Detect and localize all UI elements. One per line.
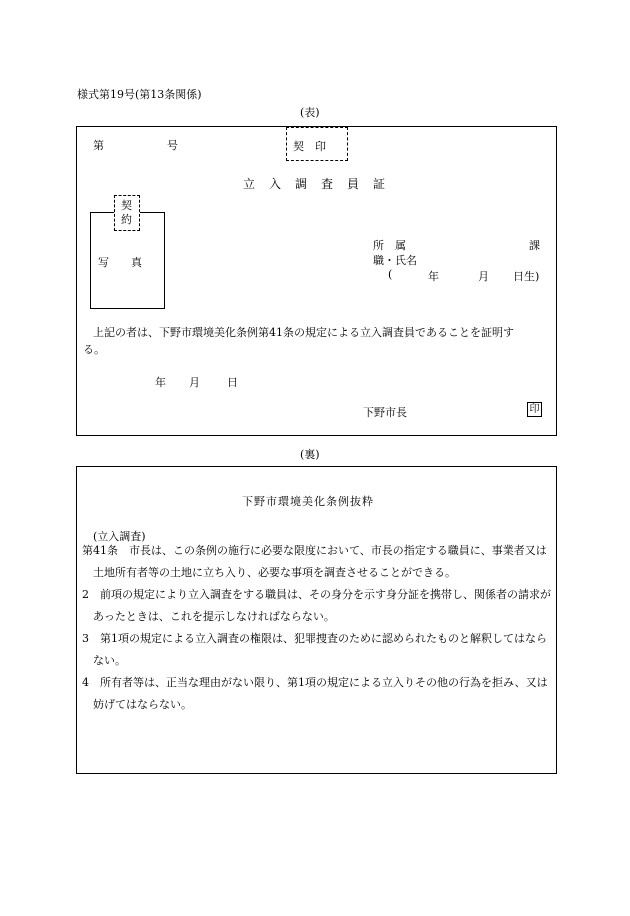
- article-41-para-3: 3 第1項の規定による立入調査の権限は、犯罪捜査のために認められたものと解釈してはならない。: [82, 632, 547, 667]
- mayor-title: 下野市長: [363, 406, 407, 419]
- number-dai: 第: [93, 139, 104, 152]
- photo-seal-label: 契約: [121, 199, 132, 226]
- stamp-mark: 印: [527, 402, 542, 417]
- affiliation-label: 所 属: [373, 239, 406, 252]
- front-side-label: (表): [300, 106, 320, 119]
- photo-seal-box: [114, 195, 140, 231]
- front-card: [76, 126, 557, 436]
- affiliation-suffix: 課: [529, 239, 540, 252]
- back-side-label: (裏): [300, 448, 320, 461]
- name-label: 職・氏名: [373, 254, 417, 267]
- article-41-para-4: 4 所有者等は、正当な理由がない限り、第1項の規定による立入りその他の行為を拒み、又は妨げてはならない。: [82, 676, 548, 711]
- birth-year: 年: [428, 270, 439, 283]
- photo-label: 写 真: [98, 256, 142, 269]
- number-go: 号: [167, 139, 178, 152]
- form-number-label: 様式第19号(第13条関係): [77, 88, 202, 101]
- birth-month: 月: [478, 270, 489, 283]
- article-41-para-2: 2 前項の規定により立入調査をする職員は、その身分を示す身分証を携帯し、関係者の請求があったときは、これを提示しなければならない。: [82, 588, 551, 623]
- back-card: [76, 466, 557, 774]
- articles: [82, 540, 552, 716]
- section-heading: (立入調査): [93, 530, 146, 543]
- certify-line-1: 上記の者は、下野市環境美化条例第41条の規定による立入調査員であることを証明す: [93, 326, 514, 339]
- birth-day: 日生): [513, 270, 540, 283]
- seal-box: [286, 127, 348, 161]
- card-title: 立入調査員証: [243, 177, 400, 191]
- seal-label: 契 印: [293, 140, 326, 153]
- date-year: 年: [155, 376, 166, 389]
- excerpt-title: 下野市環境美化条例抜粋: [242, 495, 374, 508]
- date-month: 月: [189, 376, 200, 389]
- certify-line-2: る。: [83, 343, 105, 356]
- date-day: 日: [227, 376, 238, 389]
- birth-open: (: [388, 268, 393, 281]
- article-41: 第41条 市長は、この条例の施行に必要な限度において、市長の指定する職員に、事業者又は土地所有者等の土地に立ち入り、必要な事項を調査させることができる。: [82, 544, 547, 579]
